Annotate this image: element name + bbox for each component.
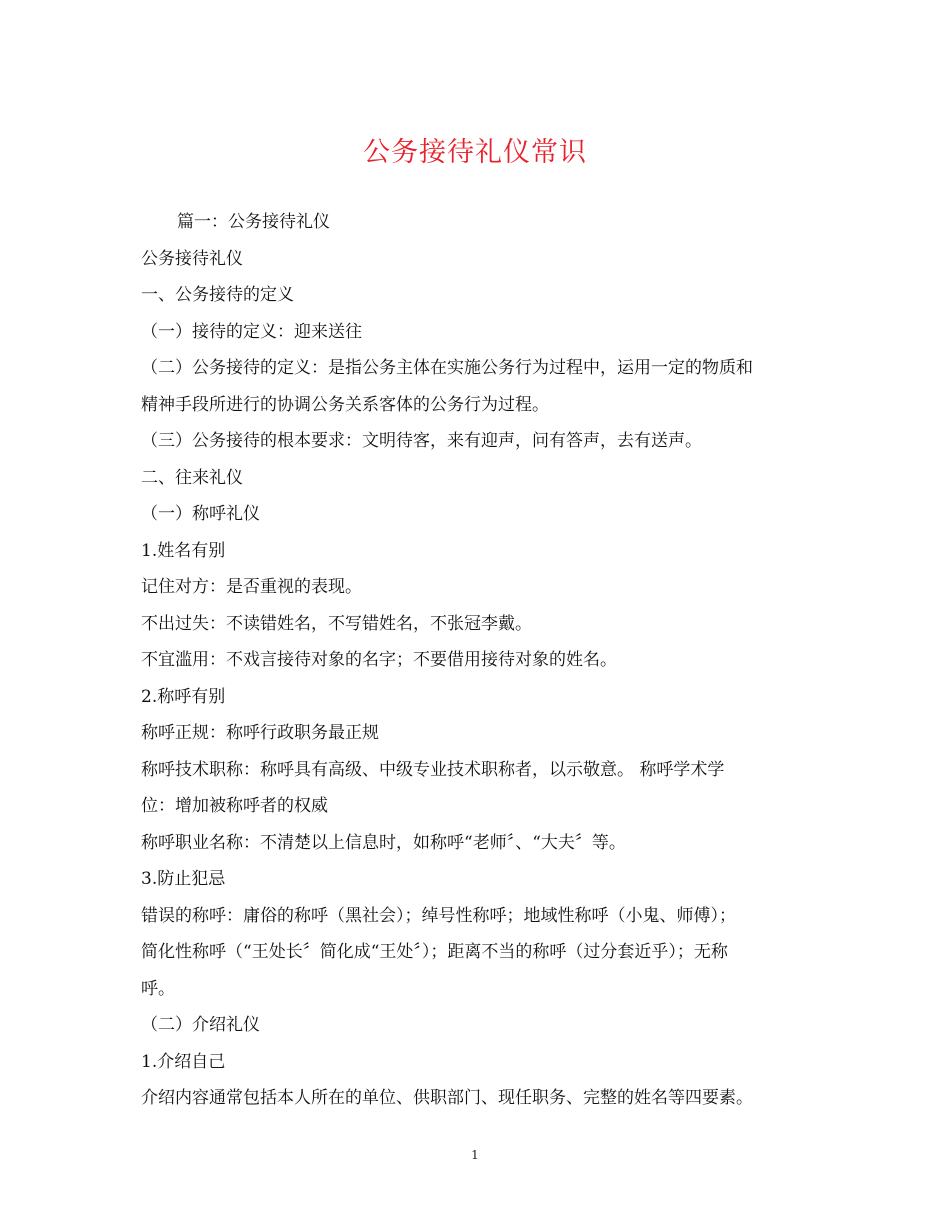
text-line: 介绍内容通常包括本人所在的单位、供职部门、现任职务、完整的姓名等四要素。 (141, 1088, 753, 1108)
text-line: （一）称呼礼仪 (141, 504, 260, 524)
page-number: 1 (471, 1148, 479, 1162)
text-line: （三）公务接待的根本要求：文明待客，来有迎声，问有答声，去有送声。 (141, 431, 702, 451)
text-line: 篇一：公务接待礼仪 (177, 212, 330, 232)
text-line: 二、往来礼仪 (141, 467, 243, 488)
text-line: 3.防止犯忌 (141, 869, 226, 889)
text-line: 记住对方：是否重视的表现。 (141, 577, 362, 597)
text-line: 1.介绍自己 (141, 1051, 226, 1072)
document-body (141, 204, 813, 1117)
text-line: 不出过失：不读错姓名，不写错姓名，不张冠李戴。 (141, 613, 532, 634)
text-line: 称呼技术职称：称呼具有高级、中级专业技术职称者，以示敬意。 称呼学术学 (141, 759, 725, 780)
text-line: 简化性称呼（“王处长〞简化成“王处〞）；距离不当的称呼（过分套近乎）；无称 (141, 942, 728, 962)
text-line: 错误的称呼：庸俗的称呼（黑社会）；绰号性称呼；地域性称呼（小鬼、师傅）； (141, 905, 736, 926)
text-line: （一）接待的定义：迎来送往 (141, 321, 362, 342)
text-line: 呼。 (141, 978, 175, 999)
text-line: 称呼正规：称呼行政职务最正规 (141, 723, 379, 743)
text-line: 不宜滥用：不戏言接待对象的名字；不要借用接待对象的姓名。 (141, 650, 617, 670)
text-line: 一、公务接待的定义 (141, 285, 294, 305)
text-line: 2.称呼有别 (141, 686, 226, 707)
text-line: 公务接待礼仪 (141, 248, 243, 269)
text-line: （二）公务接待的定义：是指公务主体在实施公务行为过程中，运用一定的物质和 (141, 358, 753, 378)
text-line: （二）介绍礼仪 (141, 1015, 260, 1035)
text-line: 精神手段所进行的协调公务关系客体的公务行为过程。 (141, 394, 549, 415)
document-title: 公务接待礼仪常识 (363, 137, 587, 168)
text-line: 1.姓名有别 (141, 540, 226, 561)
text-line: 称呼职业名称：不清楚以上信息时，如称呼“老师〞、“大夫〞等。 (141, 832, 626, 853)
text-line: 位：增加被称呼者的权威 (141, 796, 328, 816)
